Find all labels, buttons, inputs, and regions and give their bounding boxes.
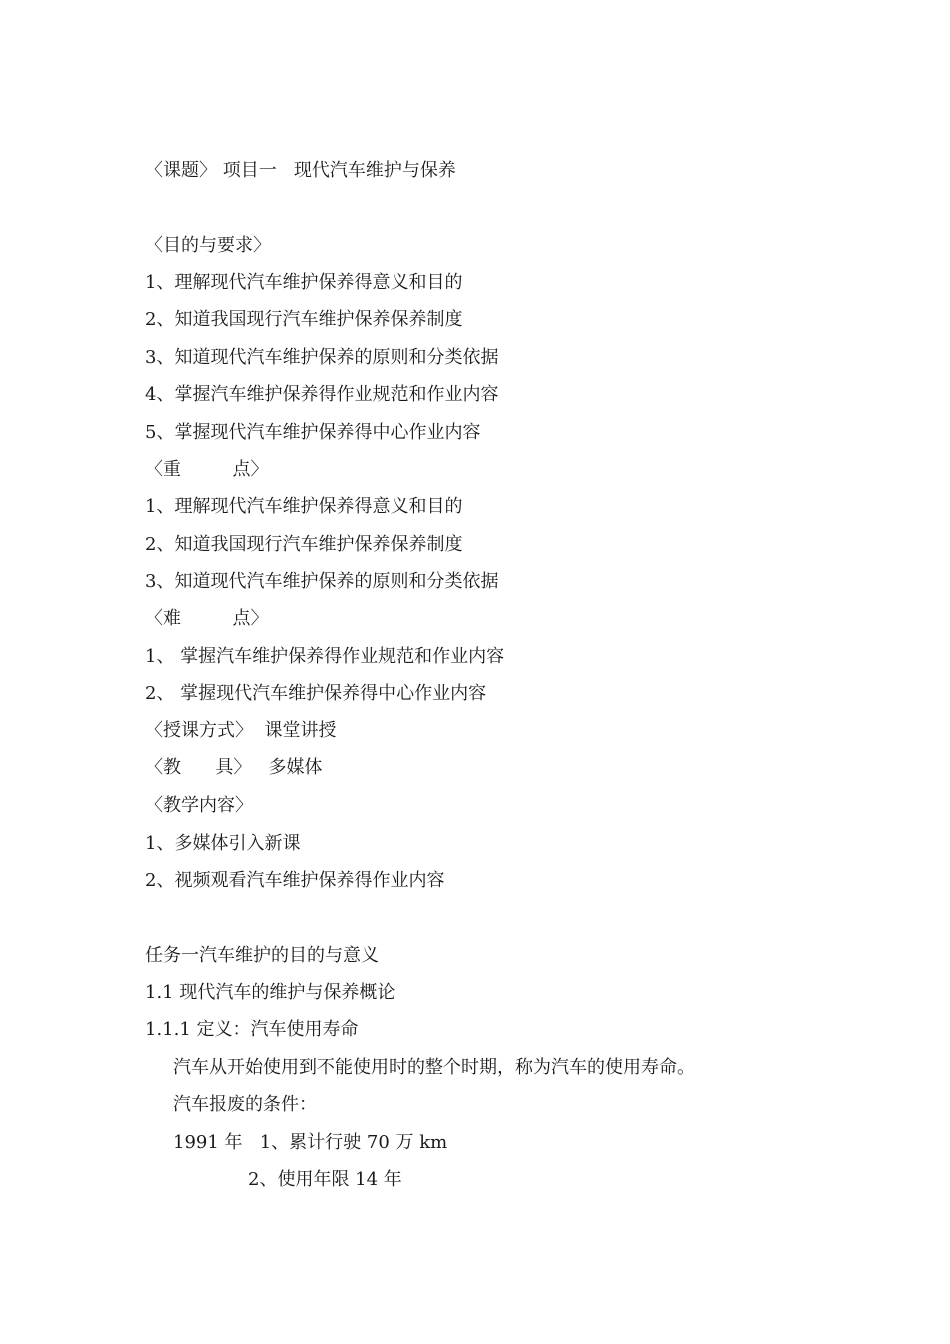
- content-item: 2、视频观看汽车维护保养得作业内容: [145, 870, 445, 891]
- teaching-method: 〈授课方式〉 课堂讲授: [145, 720, 337, 741]
- definition-heading: 1.1.1 定义：汽车使用寿命: [145, 1019, 359, 1040]
- section-heading-difficulties: 〈难 点〉: [145, 608, 269, 629]
- scrap-condition-item: 1991 年 1、累计行驶 70 万 km: [173, 1132, 448, 1153]
- scrap-condition-item: 2、使用年限 14 年: [248, 1169, 402, 1190]
- objective-item: 4、掌握汽车维护保养得作业规范和作业内容: [145, 384, 499, 405]
- difficulty-item: 1、 掌握汽车维护保养得作业规范和作业内容: [145, 646, 505, 667]
- task-heading: 任务一汽车维护的目的与意义: [145, 945, 379, 966]
- section-heading-objectives: 〈目的与要求〉: [145, 235, 271, 256]
- objective-item: 5、掌握现代汽车维护保养得中心作业内容: [145, 422, 481, 443]
- key-point-item: 2、知道我国现行汽车维护保养保养制度: [145, 534, 463, 555]
- key-point-item: 3、知道现代汽车维护保养的原则和分类依据: [145, 571, 499, 592]
- objective-item: 1、理解现代汽车维护保养得意义和目的: [145, 272, 463, 293]
- content-item: 1、多媒体引入新课: [145, 833, 301, 854]
- section-heading-content: 〈教学内容〉: [145, 795, 253, 816]
- teaching-tools: 〈教 具〉 多媒体: [145, 757, 323, 778]
- scrap-conditions-label: 汽车报废的条件：: [173, 1094, 317, 1115]
- objective-item: 2、知道我国现行汽车维护保养保养制度: [145, 309, 463, 330]
- objective-item: 3、知道现代汽车维护保养的原则和分类依据: [145, 347, 499, 368]
- subsection-heading: 1.1 现代汽车的维护与保养概论: [145, 982, 396, 1003]
- section-heading-key-points: 〈重 点〉: [145, 459, 269, 480]
- key-point-item: 1、理解现代汽车维护保养得意义和目的: [145, 496, 463, 517]
- definition-text: 汽车从开始使用到不能使用时的整个时期，称为汽车的使用寿命。: [173, 1057, 695, 1078]
- lesson-title: 〈课题〉 项目一 现代汽车维护与保养: [145, 160, 456, 181]
- difficulty-item: 2、 掌握现代汽车维护保养得中心作业内容: [145, 683, 487, 704]
